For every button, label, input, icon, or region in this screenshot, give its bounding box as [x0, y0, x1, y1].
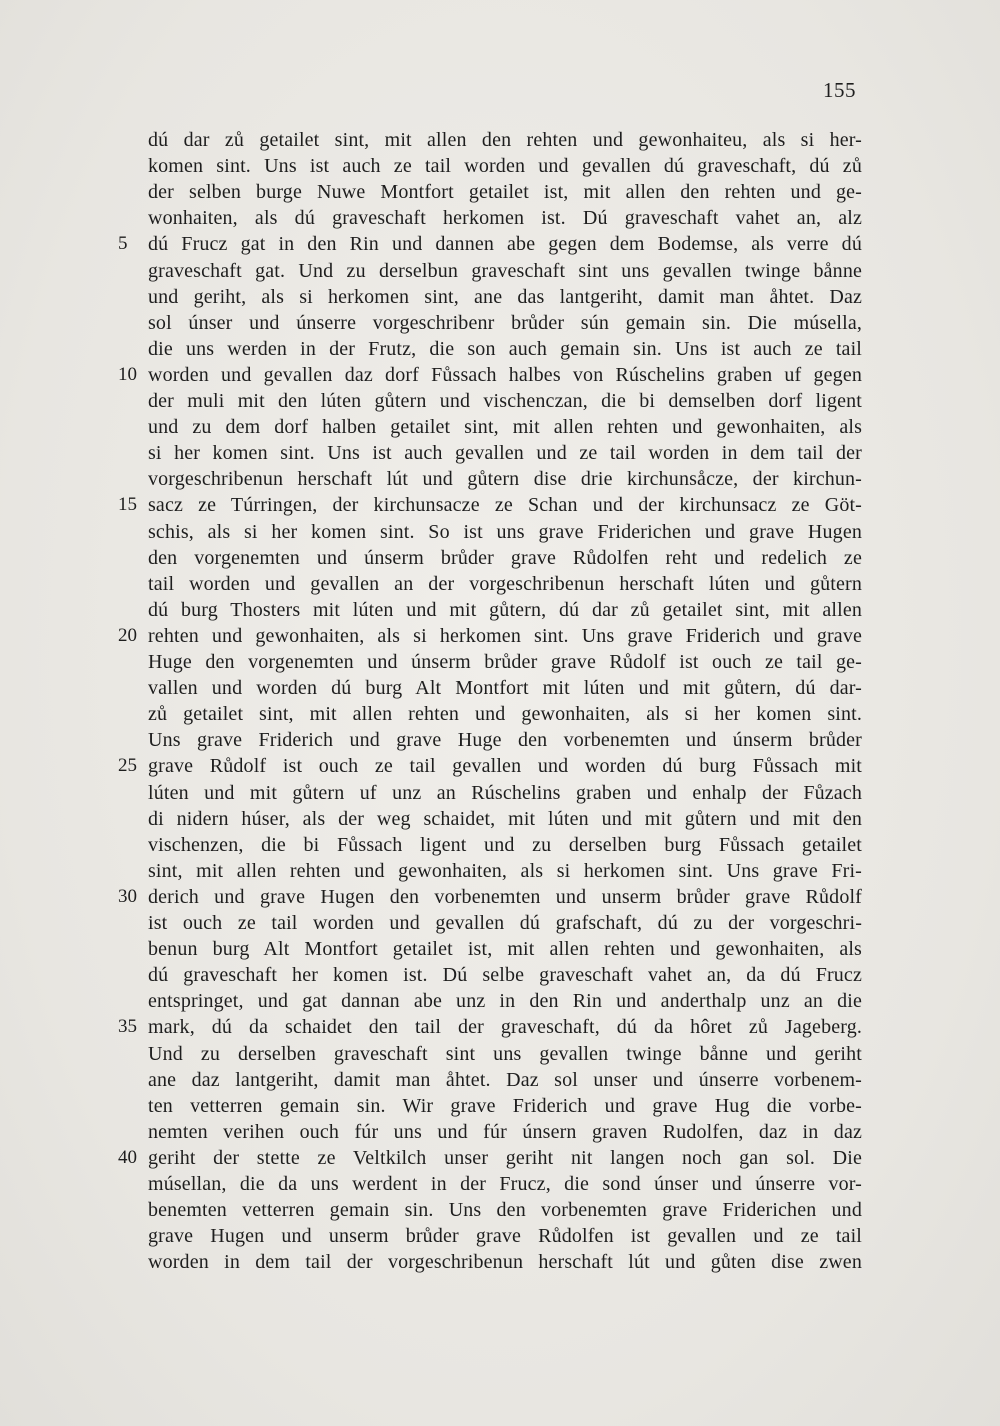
text-line: Uns grave Friderich und grave Huge den vorbenemten und únserm brůder — [148, 729, 862, 752]
text-line: und zu dem dorf halben getailet sint, mit allen rehten und gewonhaiten, als — [148, 416, 862, 439]
text-line: den vorgenemten und únserm brůder grave Růdolfen reht und redelich ze — [148, 546, 862, 569]
line-number: 35 — [118, 1016, 137, 1038]
text-line: entspringet, und gat dannan abe unz in den Rin und anderthalp unz an die — [148, 990, 862, 1013]
text-line: benemten vetterren gemain sin. Uns den vorbenemten grave Friderichen und — [148, 1199, 862, 1222]
text-line: sacz ze Túrringen, der kirchunsacze ze Schan und der kirchunsacz ze Göt- — [148, 494, 862, 517]
text-line: rehten und gewonhaiten, als si herkomen sint. Uns grave Friderich und grave — [148, 624, 862, 647]
text-line: dú burg Thosters mit lúten und mit gůtern, dú dar zů getailet sint, mit allen — [148, 598, 862, 621]
line-number: 15 — [118, 494, 137, 516]
text-line: músellan, die da uns werdent in der Frucz, die sond únser und únserre vor- — [148, 1173, 862, 1195]
text-line: Huge den vorgenemten und únserm brůder grave Růdolf ist ouch ze tail ge- — [148, 651, 862, 673]
text-line: grave Hugen und unserm brůder grave Růdolfen ist gevallen und ze tail — [148, 1225, 862, 1248]
text-line: Und zu derselben graveschaft sint uns gevallen twinge bånne und geriht — [148, 1042, 862, 1065]
text-line: worden in dem tail der vorgeschribenun herschaft lút und gůten dise zwen — [148, 1251, 862, 1274]
text-line: ten vetterren gemain sin. Wir grave Friderich und grave Hug die vorbe- — [148, 1094, 862, 1117]
line-number: 5 — [118, 233, 128, 255]
text-line: ane daz lantgeriht, damit man åhtet. Daz sol unser und únserre vorbenem- — [148, 1068, 862, 1091]
line-number: 40 — [118, 1146, 137, 1168]
text-line: ist ouch ze tail worden und gevallen dú grafschaft, dú zu der vorgeschri- — [148, 912, 862, 934]
text-line: dú Frucz gat in den Rin und dannen abe gegen dem Bodemse, als verre dú — [148, 233, 862, 256]
text-line: sol únser und únserre vorgeschribenr brůder sún gemain sin. Die músella, — [148, 311, 862, 334]
text-line: lúten und mit gůtern uf unz an Rúschelins graben und enhalp der Fůzach — [148, 781, 862, 804]
text-line: geriht der stette ze Veltkilch unser geriht nit langen noch gan sol. Die — [148, 1146, 862, 1169]
text-line: dú graveschaft her komen ist. Dú selbe graveschaft vahet an, da dú Frucz — [148, 964, 862, 987]
text-line: vorgeschribenun herschaft lút und gůtern dise drie kirchunsåcze, der kirchun- — [148, 468, 862, 491]
line-number: 10 — [118, 363, 137, 385]
text-line: tail worden und gevallen an der vorgeschribenun herschaft lúten und gůtern — [148, 572, 862, 595]
text-line: dú dar zů getailet sint, mit allen den rehten und gewonhaiteu, als si her- — [148, 129, 862, 151]
page-number: 155 — [823, 78, 856, 102]
line-number: 25 — [118, 755, 137, 777]
text-line: die uns werden in der Frutz, die son auch gemain sin. Uns ist auch ze tail — [148, 337, 862, 360]
text-line: vallen und worden dú burg Alt Montfort mit lúten und mit gůtern, dú dar- — [148, 677, 862, 700]
text-line: der selben burge Nuwe Montfort getailet ist, mit allen den rehten und ge- — [148, 181, 862, 204]
line-number: 20 — [118, 624, 137, 646]
text-line: mark, dú da schaidet den tail der graveschaft, dú da hôret zů Jageberg. — [148, 1016, 862, 1039]
text-line: zů getailet sint, mit allen rehten und gewonhaiten, als si her komen sint. — [148, 703, 862, 726]
text-line: und geriht, als si herkomen sint, ane das lantgeriht, damit man åhtet. Daz — [148, 285, 862, 308]
text-line: schis, als si her komen sint. So ist uns grave Friderichen und grave Hugen — [148, 520, 862, 543]
text-line: wonhaiten, als dú graveschaft herkomen ist. Dú graveschaft vahet an, alz — [148, 207, 862, 230]
text-line: derich und grave Hugen den vorbenemten und unserm brůder grave Růdolf — [148, 885, 862, 908]
text-line: si her komen sint. Uns ist auch gevallen und ze tail worden in dem tail der — [148, 442, 862, 465]
text-line: vischenzen, die bi Fůssach ligent und zu derselben burg Fůssach getailet — [148, 833, 862, 856]
text-line: nemten verihen ouch fúr uns und fúr únsern graven Rudolfen, daz in daz — [148, 1120, 862, 1143]
text-line: der muli mit den lúten gůtern und vischenczan, die bi demselben dorf ligent — [148, 390, 862, 412]
text-line: graveschaft gat. Und zu derselbun graveschaft sint uns gevallen twinge bånne — [148, 259, 862, 282]
text-line: grave Růdolf ist ouch ze tail gevallen und worden dú burg Fůssach mit — [148, 755, 862, 778]
line-number: 30 — [118, 885, 137, 907]
text-line: komen sint. Uns ist auch ze tail worden und gevallen dú graveschaft, dú zů — [148, 155, 862, 178]
text-line: worden und gevallen daz dorf Fůssach halbes von Rúschelins graben uf gegen — [148, 363, 862, 386]
text-line: sint, mit allen rehten und gewonhaiten, als si herkomen sint. Uns grave Fri- — [148, 859, 862, 882]
text-line: benun burg Alt Montfort getailet ist, mit allen rehten und gewonhaiten, als — [148, 938, 862, 961]
text-line: di nidern húser, als der weg schaidet, mit lúten und mit gůtern und mit den — [148, 807, 862, 830]
